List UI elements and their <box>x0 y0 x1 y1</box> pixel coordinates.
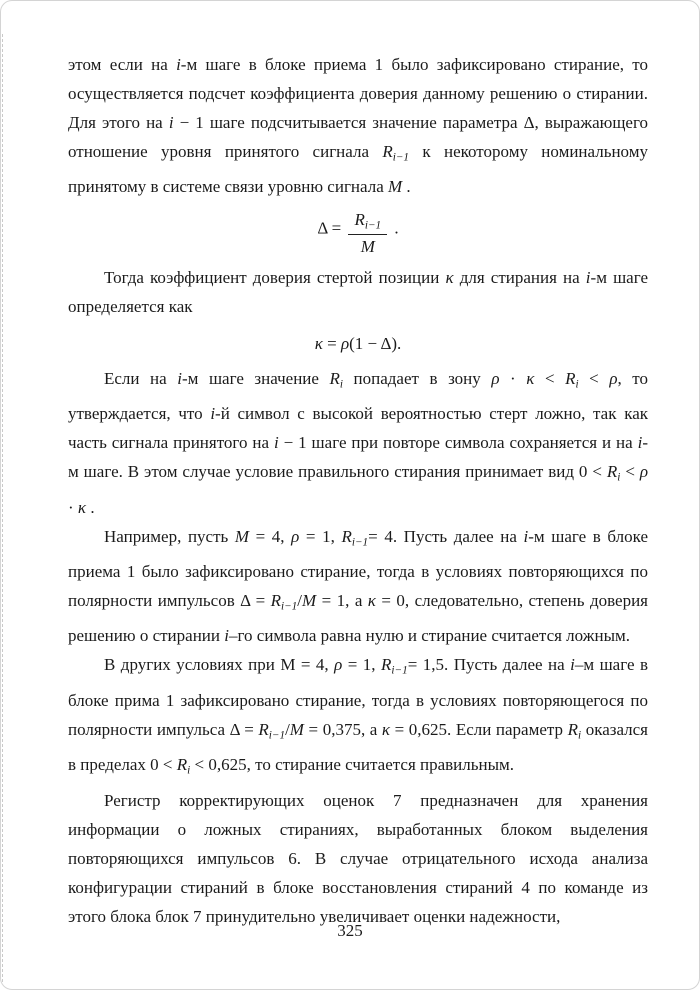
paragraph <box>68 50 648 201</box>
text-run: / <box>297 591 303 611</box>
text-run: ρ <box>291 526 300 546</box>
text-run: = 0, следовательно, степень доверия решению о стирании <box>68 591 648 646</box>
scan-artifact-left-edge <box>2 34 3 982</box>
text-run: i <box>578 729 582 742</box>
text-run: ρ <box>609 368 618 388</box>
text-run: = 0,625. Если параметр <box>390 719 568 739</box>
text-run: R <box>567 719 578 739</box>
text-run: M <box>234 526 250 546</box>
text-run: ρ <box>639 462 648 482</box>
paragraph <box>68 263 648 321</box>
text-run: i <box>210 404 216 424</box>
text-run: < <box>534 368 566 388</box>
text-run: попадает в зону <box>343 368 492 388</box>
text-run: = 1, <box>299 526 342 546</box>
text-run: κ <box>526 368 535 388</box>
text-run: i−1 <box>364 219 382 232</box>
formula <box>68 209 648 257</box>
paragraph <box>68 522 648 651</box>
text-run: M <box>289 719 304 739</box>
text-run: = 4, <box>249 526 292 546</box>
text-run: i <box>575 378 579 391</box>
text-run: i <box>224 626 229 646</box>
text-run: . <box>402 177 411 197</box>
text-run: R <box>565 368 576 388</box>
text-run: κ <box>314 333 323 353</box>
text-run: R <box>341 526 352 546</box>
text-run: ρ <box>491 368 500 388</box>
text-run: к некоторому номинальному принятому в системе связи уровню сигнала <box>68 142 648 197</box>
text-run: Δ = <box>317 218 346 238</box>
text-run: M <box>360 236 375 256</box>
text-run: Если на <box>104 368 178 388</box>
text-run: i <box>187 764 191 777</box>
text-run: i <box>168 113 174 132</box>
text-run: ρ <box>340 333 350 353</box>
text-run: Регистр корректирующих оценок 7 предназначен для хранения информации о ложных стираниях, выработанных блоком выделения повторяющихся импульсов 6. В случае отрицательного исхода анализа конфигурации стираний в блоке восстановления стираний 4 по команде из этого блока блок 7 принудительно увеличивает оценки надежности, <box>68 790 648 926</box>
text-run: . <box>86 497 95 517</box>
text-run: i−1 <box>391 664 408 677</box>
text-run: · <box>499 368 527 388</box>
text-run: R <box>258 719 269 739</box>
text-run: i <box>523 526 529 546</box>
paragraph <box>68 364 648 522</box>
text-run: κ <box>445 267 454 287</box>
text-run: i <box>177 368 182 388</box>
text-run: (1 − Δ). <box>349 333 402 353</box>
text-run: . <box>390 218 399 238</box>
text-run: В других условиях при М = 4, <box>104 655 335 675</box>
paragraph <box>68 786 648 931</box>
text-run: = <box>322 333 341 353</box>
text-run: i <box>617 471 621 484</box>
text-run: i <box>585 267 591 287</box>
text-run: -м шаге значение <box>181 368 330 388</box>
text-run: / <box>285 719 290 739</box>
text-run: i−1 <box>268 729 286 742</box>
text-run: -м шаге в блоке приема 1 было зафиксировано стирание, то осуществляется подсчет коэффициента доверия данному решению о стирании. Для этого на <box>68 55 648 132</box>
text-run: = 1, <box>342 655 382 675</box>
text-run: κ <box>381 719 391 739</box>
text-run: κ <box>367 591 376 611</box>
text-run: Тогда коэффициент доверия стертой позиции <box>104 267 446 287</box>
text-run: κ <box>77 497 87 517</box>
text-run: R <box>329 368 340 388</box>
text-run: ρ <box>334 655 343 675</box>
document-body <box>68 50 648 931</box>
text-run: i−1 <box>392 151 410 164</box>
text-run: = 1, а <box>316 591 368 611</box>
text-run: · <box>68 497 78 517</box>
text-run: -м шаге в блоке приема 1 было зафиксировано стирание, тогда в условиях повторяющихся по полярности импульсов Δ = <box>68 526 648 611</box>
text-run: , то утверждается, что <box>68 368 648 424</box>
text-run: -й символ с высокой вероятностью стерт ложно, так как часть сигнала принятого на <box>68 404 648 453</box>
text-run: < <box>620 462 640 482</box>
text-run: i <box>176 55 181 74</box>
text-run: = 1,5. Пусть далее на <box>407 655 571 675</box>
text-run: –м шаге в блоке прима 1 зафиксировано стирание, тогда в условиях повторяющегося по полярности импульса Δ = <box>68 655 648 739</box>
page-number: 325 <box>337 921 363 940</box>
text-run: i <box>339 378 343 391</box>
text-run: R <box>354 210 365 230</box>
text-run: = 4. Пусть далее на <box>368 526 524 546</box>
text-run: i <box>637 433 643 453</box>
text-run: < 0,625, то стирание считается правильным. <box>190 755 515 775</box>
text-run: -м шаге определяется как <box>68 267 648 316</box>
text-run: Например, пусть <box>104 526 235 546</box>
text-run: этом если на <box>68 55 177 74</box>
text-run: оказался в пределах 0 < <box>68 719 648 775</box>
text-run: R <box>606 462 618 482</box>
text-run: R <box>381 655 392 675</box>
text-run: M <box>388 177 403 197</box>
formula <box>68 329 648 358</box>
text-run: i <box>570 655 575 675</box>
text-run: R <box>176 755 188 775</box>
text-run: i−1 <box>351 536 369 549</box>
text-run: − 1 шаге подсчитывается значение параметра Δ, выражающего отношение уровня принятого сигнала <box>68 113 649 161</box>
text-run: = 0,375, а <box>303 719 382 739</box>
text-run: − 1 шаге при повторе символа сохраняется и на <box>278 433 638 453</box>
text-run: R <box>382 142 393 161</box>
text-run: < <box>578 368 610 388</box>
text-run: для стирания на <box>453 267 586 287</box>
paragraph <box>68 650 648 785</box>
text-run: –го символа равна нулю и стирание считается ложным. <box>228 626 631 646</box>
text-run: i−1 <box>280 600 298 613</box>
text-run: R <box>270 591 281 611</box>
text-run: M <box>302 591 317 611</box>
text-run: i <box>273 433 279 453</box>
text-run: -м шаге. В этом случае условие правильного стирания принимает вид 0 < <box>68 433 648 482</box>
fraction <box>348 209 387 257</box>
